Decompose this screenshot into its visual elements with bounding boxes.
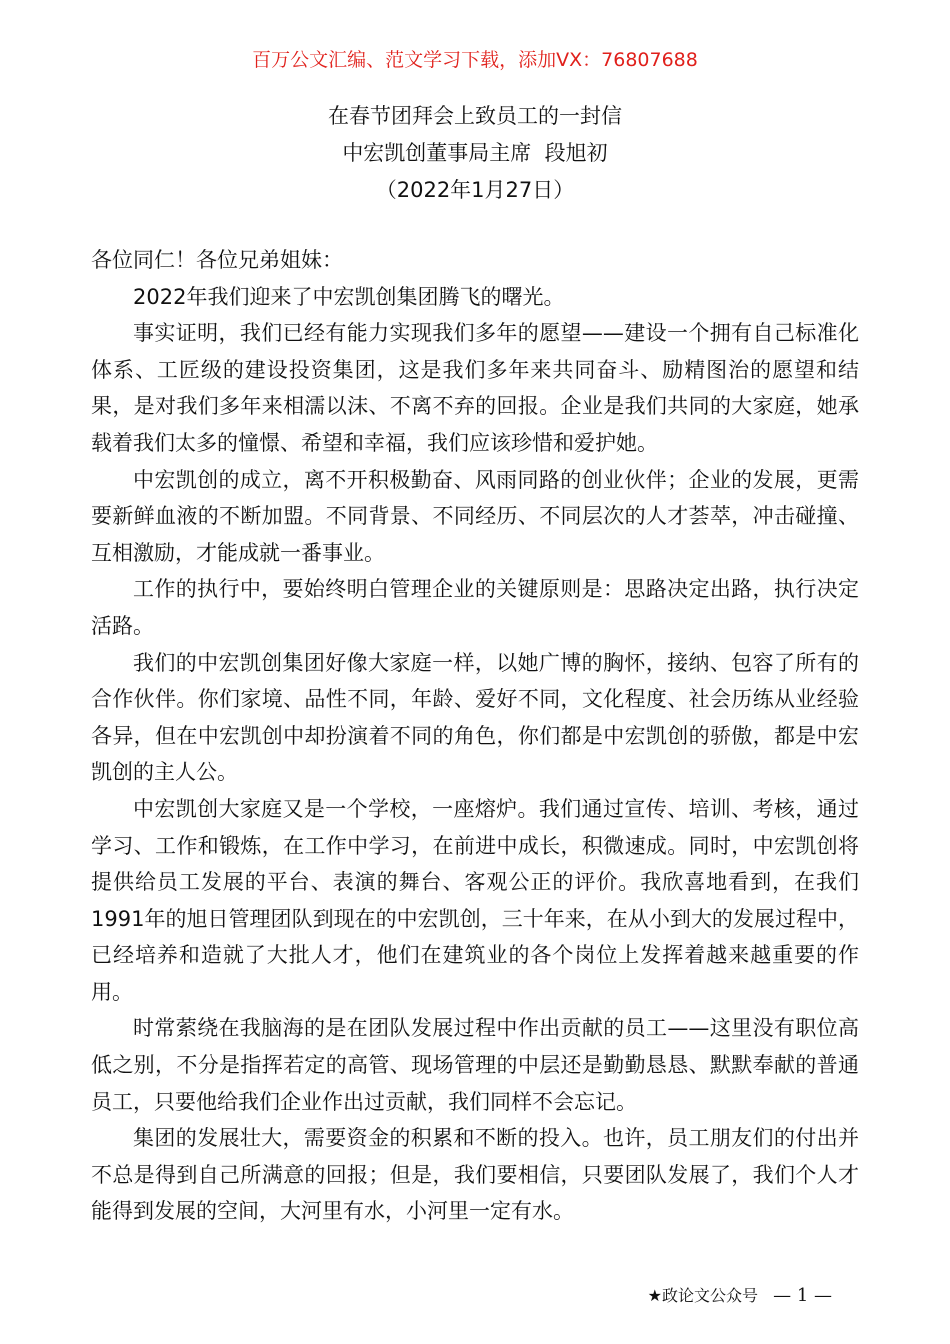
letter-title: 在春节团拜会上致员工的一封信	[328, 104, 622, 128]
letter-greeting: 各位同仁！各位兄弟姐妹：	[91, 248, 343, 272]
page-footer	[648, 1285, 832, 1307]
watermark-banner: 百万公文汇编、范文学习下载，添加VX：76807688	[252, 49, 698, 71]
letter-paragraph: 时常萦绕在我脑海的是在团队发展过程中作出贡献的员工——这里没有职位高低之别，不分是指挥若定的高管、现场管理的中层还是勤勤恳恳、默默奉献的普通员工，只要他给我们企业作出过贡献，我们同样不会忘记。	[91, 1016, 859, 1114]
letter-paragraph: 2022年我们迎来了中宏凯创集团腾飞的曙光。	[133, 284, 565, 309]
letter-header	[0, 98, 950, 209]
letter-body	[91, 242, 859, 1230]
letter-date: （2022年1月27日）	[375, 178, 575, 202]
footer-source: ★政论文公众号	[647, 1286, 758, 1305]
letter-paragraph: 我们的中宏凯创集团好像大家庭一样，以她广博的胸怀，接纳、包容了所有的合作伙伴。你们家境、品性不同，年龄、爱好不同，文化程度、社会历练从业经验各异，但在中宏凯创中却扮演着不同的角色，你们都是中宏凯创的骄傲，都是中宏凯创的主人公。	[91, 650, 859, 785]
letter-paragraph: 工作的执行中，要始终明白管理企业的关键原则是：思路决定出路，执行决定活路。	[91, 577, 859, 638]
letter-paragraph: 集团的发展壮大，需要资金的积累和不断的投入。也许，员工朋友们的付出并不总是得到自己所满意的回报；但是，我们要相信，只要团队发展了，我们个人才能得到发展的空间，大河里有水，小河里一定有水。	[91, 1126, 859, 1224]
letter-author: 中宏凯创董事局主席 段旭初	[342, 141, 608, 165]
page-number: — 1 —	[773, 1285, 832, 1306]
letter-paragraph: 事实证明，我们已经有能力实现我们多年的愿望——建设一个拥有自己标准化体系、工匠级的建设投资集团，这是我们多年来共同奋斗、励精图治的愿望和结果，是对我们多年来相濡以沫、不离不弃的回报。企业是我们共同的大家庭，她承载着我们太多的憧憬、希望和幸福，我们应该珍惜和爱护她。	[91, 321, 859, 455]
letter-paragraph: 中宏凯创大家庭又是一个学校，一座熔炉。我们通过宣传、培训、考核，通过学习、工作和锻炼，在工作中学习，在前进中成长，积微速成。同时，中宏凯创将提供给员工发展的平台、表演的舞台、客观公正的评价。我欣喜地看到，在我们1991年的旭日管理团队到现在的中宏凯创，三十年来，在从小到大的发展过程中，已经培养和造就了大批人才，他们在建筑业的各个岗位上发挥着越来越重要的作用。	[91, 796, 859, 1004]
letter-paragraph: 中宏凯创的成立，离不开积极勤奋、风雨同路的创业伙伴；企业的发展，更需要新鲜血液的不断加盟。不同背景、不同经历、不同层次的人才荟萃，冲击碰撞、互相激励，才能成就一番事业。	[91, 467, 859, 565]
